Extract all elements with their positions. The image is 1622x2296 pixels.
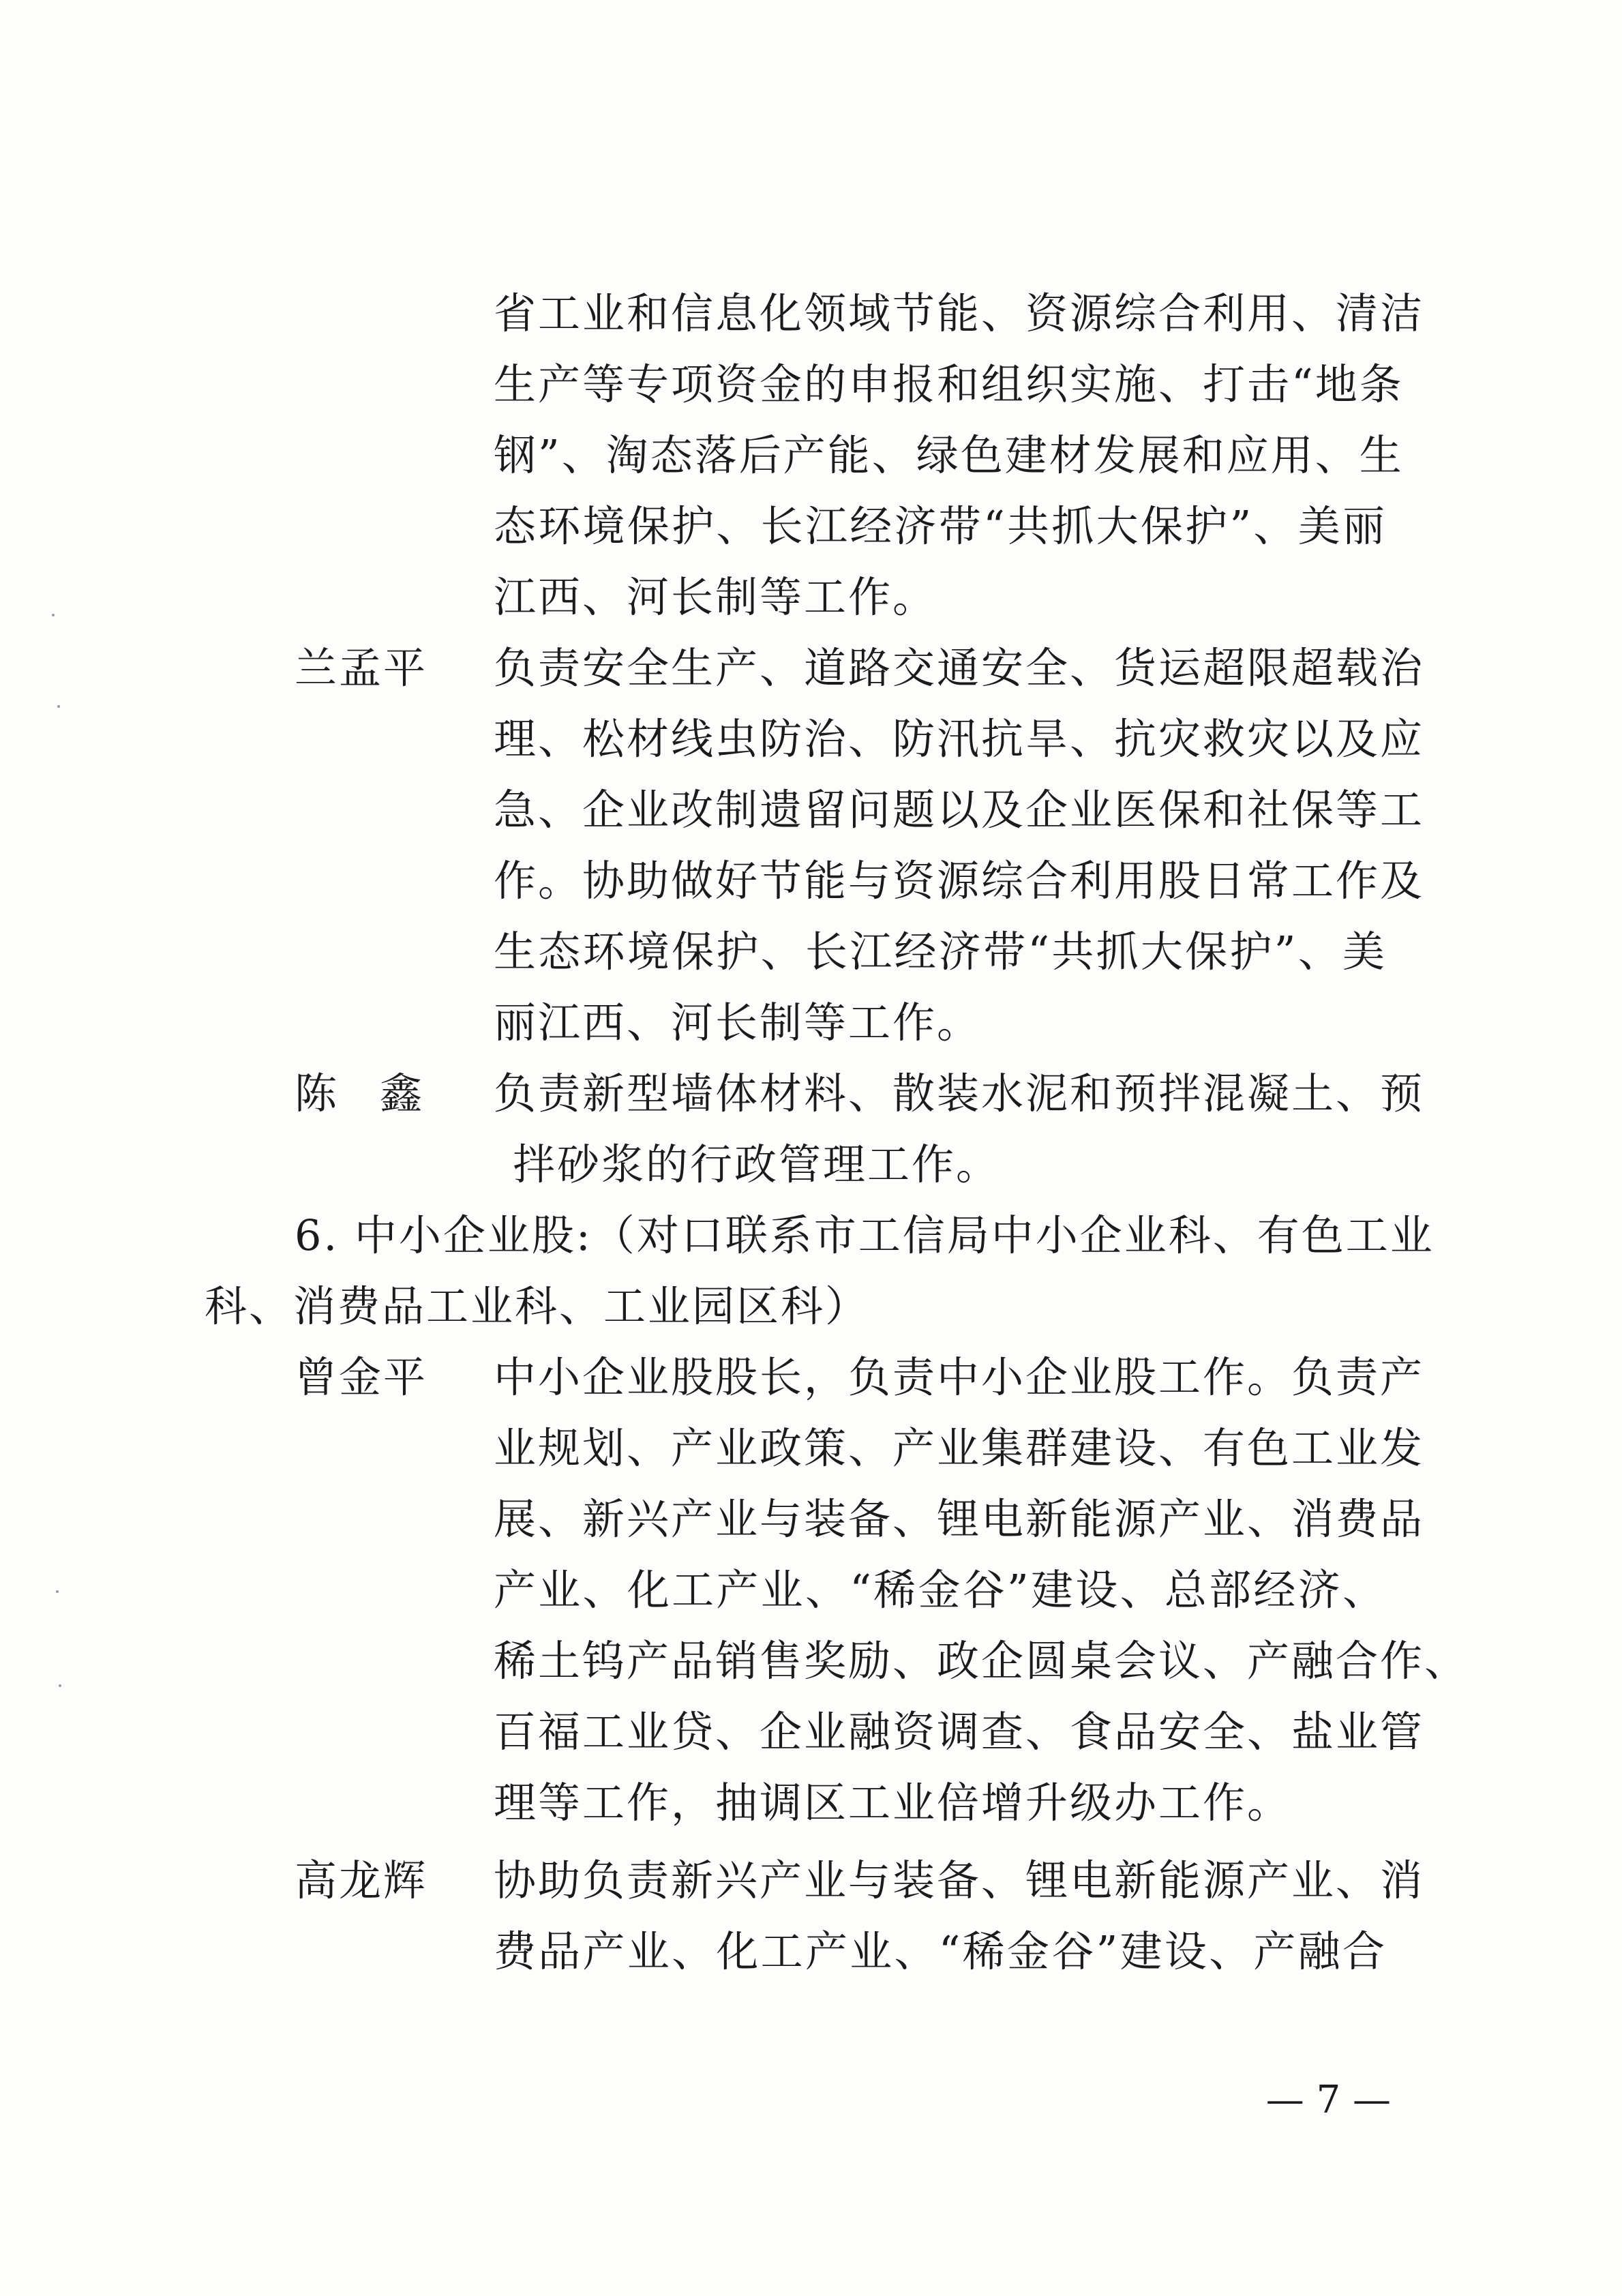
duty-line: 丽江西、河长制等工作。	[494, 998, 982, 1047]
duty-line: 产业、化工产业、“稀金谷”建设、总部经济、	[494, 1565, 1387, 1615]
continuation-line: 省工业和信息化领域节能、资源综合利用、清洁	[494, 288, 1425, 338]
duty-line: 理、松材线虫防治、防汛抗旱、抗灾救灾以及应	[494, 714, 1425, 764]
section-heading: 6. 中小企业股:（对口联系市工信局中小企业科、有色工业	[295, 1210, 1435, 1260]
person-name: 曾金平	[295, 1352, 428, 1402]
person-name: 陈鑫	[295, 1069, 424, 1118]
duty-line: 中小企业股股长，负责中小企业股工作。负责产	[494, 1352, 1425, 1402]
duty-line: 负责新型墙体材料、散装水泥和预拌混凝土、预	[494, 1069, 1425, 1118]
continuation-line: 态环境保护、长江经济带“共抓大保护”、美丽	[494, 501, 1387, 551]
duty-line: 展、新兴产业与装备、锂电新能源产业、消费品	[494, 1494, 1425, 1544]
continuation-line: 生产等专项资金的申报和组织实施、打击“地条	[494, 359, 1404, 409]
continuation-line: 钢”、淘态落后产能、绿色建材发展和应用、生	[494, 430, 1404, 480]
scan-speck	[59, 1684, 61, 1687]
duty-line: 理等工作，抽调区工业倍增升级办工作。	[494, 1778, 1292, 1828]
scan-speck	[57, 705, 60, 708]
person-name: 兰孟平	[295, 643, 428, 693]
duty-line: 百福工业贷、企业融资调查、食品安全、盐业管	[494, 1707, 1425, 1757]
page-number: — 7 —	[1265, 2078, 1391, 2122]
person-name: 高龙辉	[295, 1855, 428, 1905]
duty-line: 作。协助做好节能与资源综合利用股日常工作及	[494, 856, 1425, 906]
duty-line: 业规划、产业政策、产业集群建设、有色工业发	[494, 1423, 1425, 1473]
duty-line: 生态环境保护、长江经济带“共抓大保护”、美	[494, 927, 1387, 976]
duty-line: 稀土钨产品销售奖励、政企圆桌会议、产融合作、	[494, 1636, 1469, 1686]
scan-speck	[52, 614, 55, 616]
duty-line: 拌砂浆的行政管理工作。	[513, 1139, 1001, 1189]
continuation-line: 江西、河长制等工作。	[494, 572, 937, 622]
section-heading-cont: 科、消费品工业科、工业园区科）	[205, 1281, 870, 1331]
duty-line: 急、企业改制遗留问题以及企业医保和社保等工	[494, 785, 1425, 835]
scan-speck	[56, 1590, 59, 1593]
duty-line: 费品产业、化工产业、“稀金谷”建设、产融合	[494, 1926, 1387, 1976]
duty-line: 负责安全生产、道路交通安全、货运超限超载治	[494, 643, 1425, 693]
duty-line: 协助负责新兴产业与装备、锂电新能源产业、消	[494, 1855, 1425, 1905]
